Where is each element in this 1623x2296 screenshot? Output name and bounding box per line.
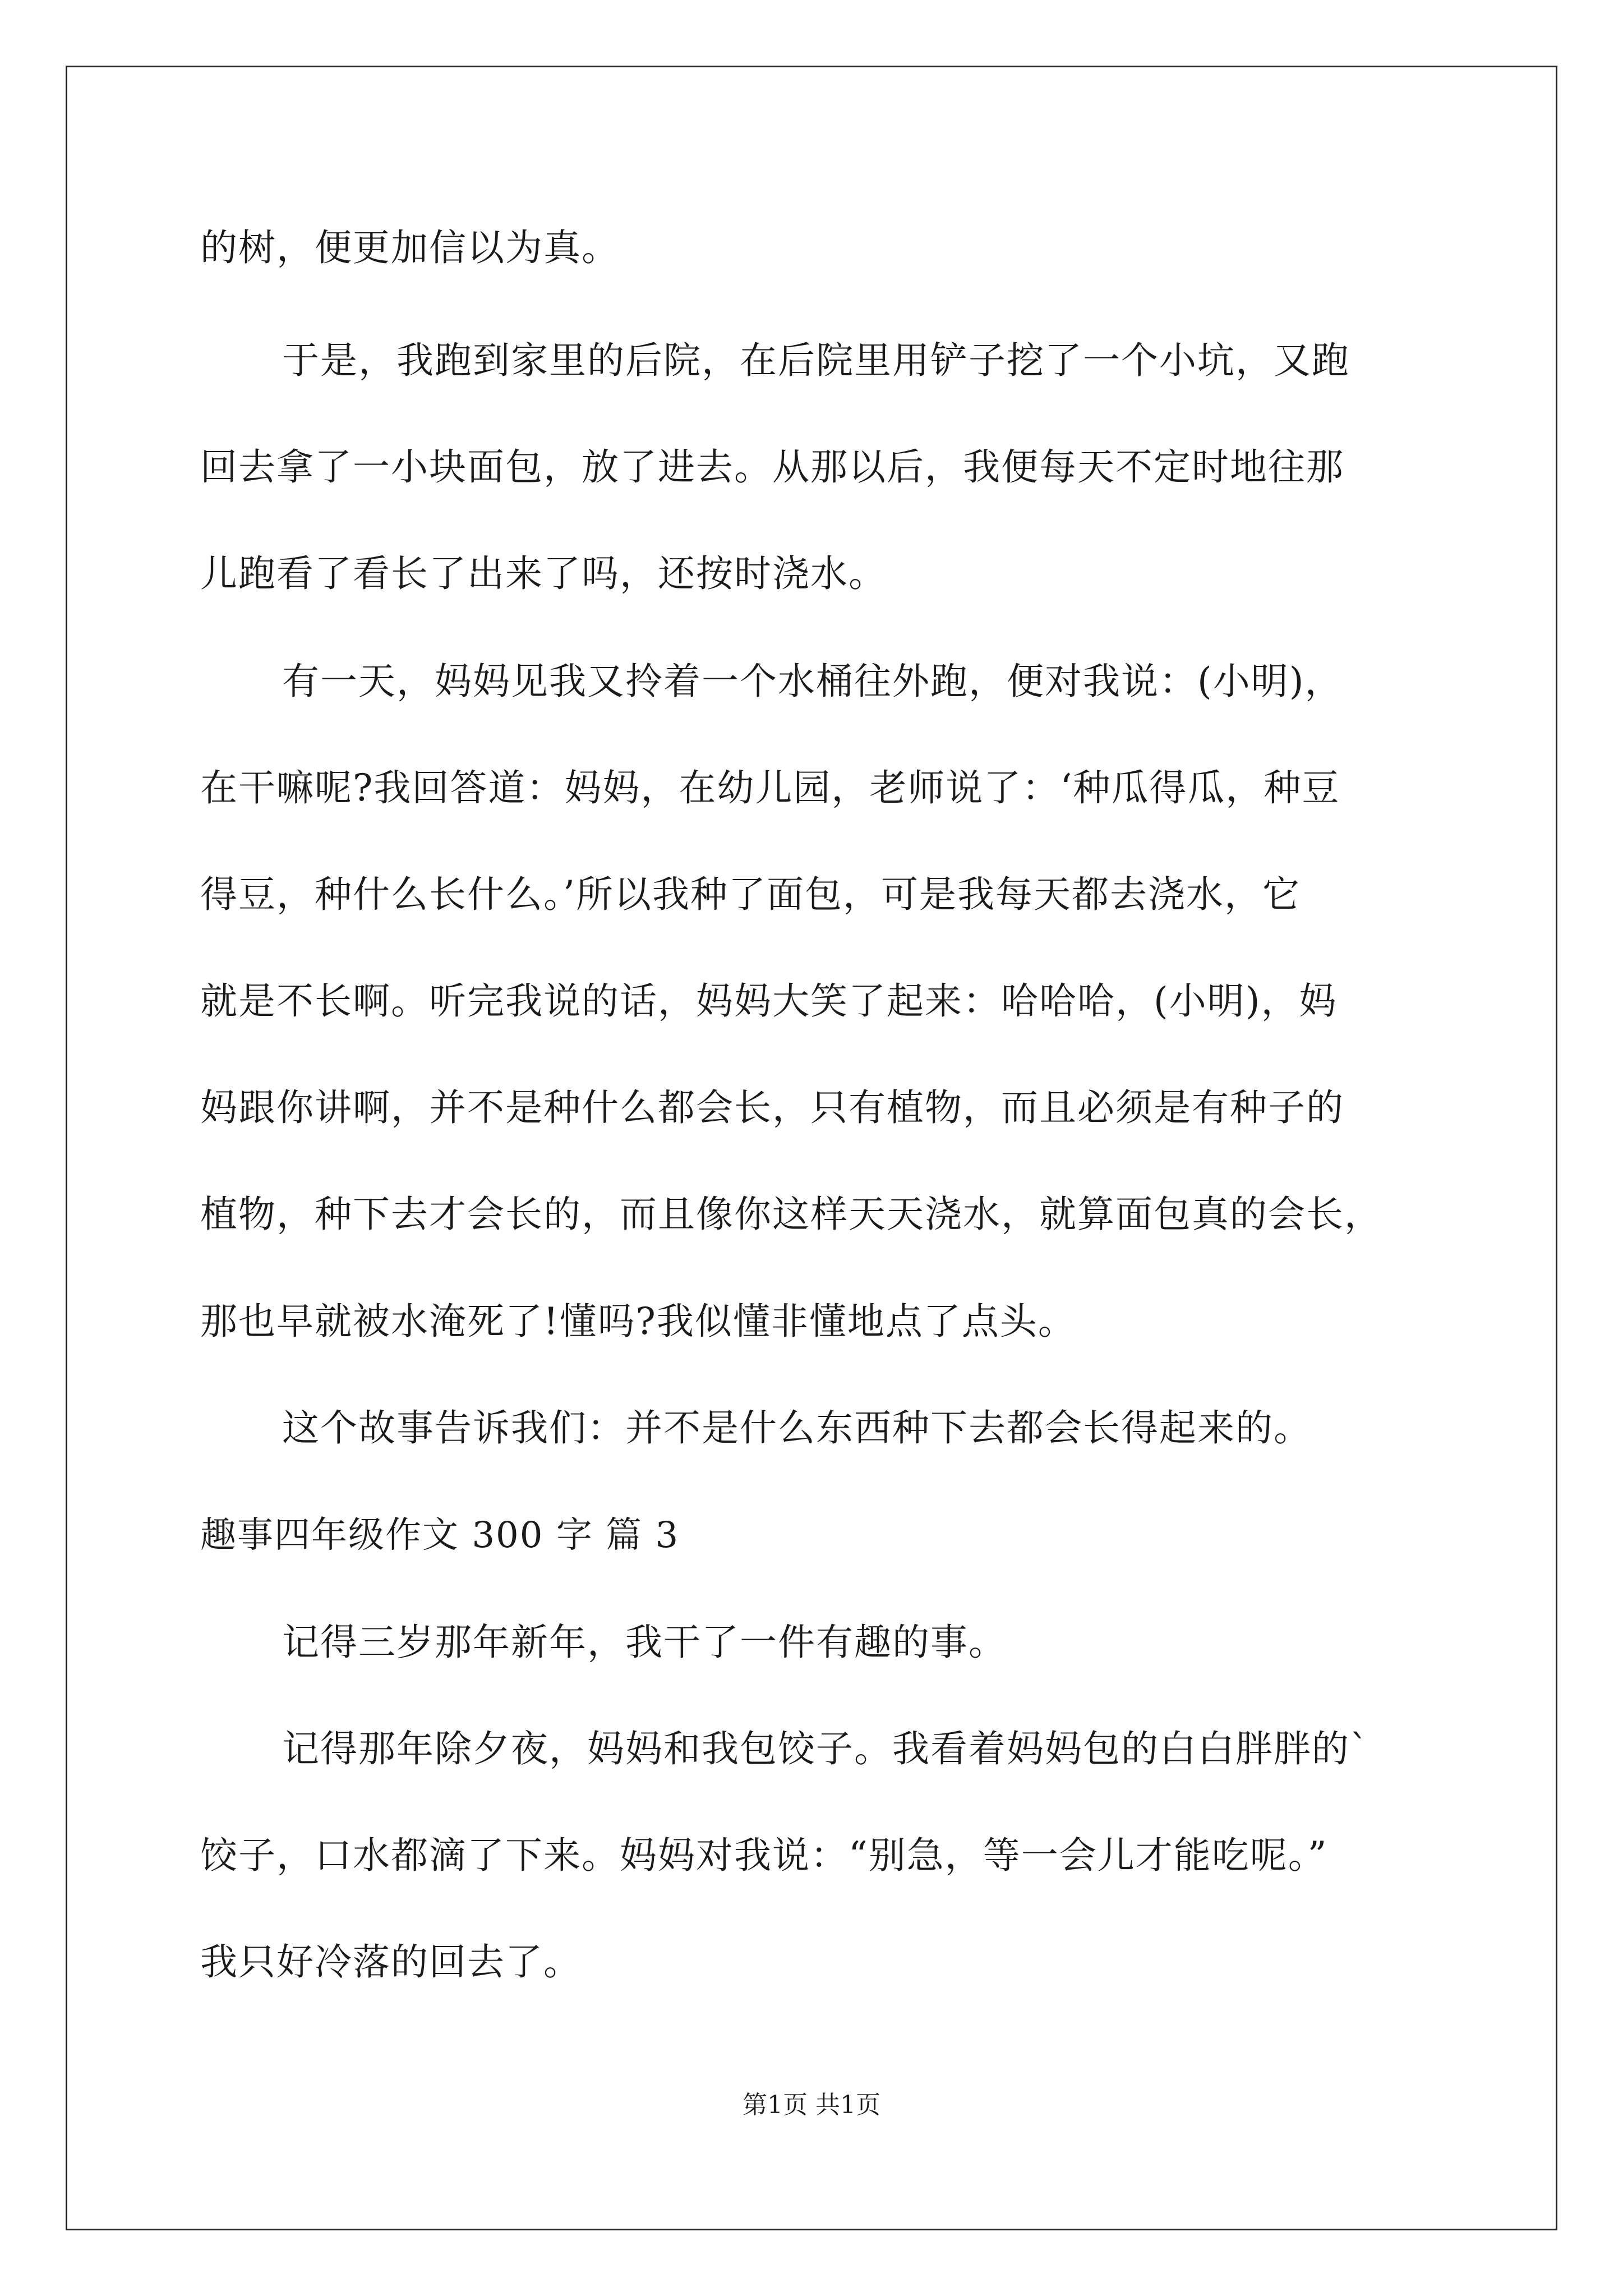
page-frame <box>66 66 1557 2230</box>
text-line: 植物，种下去才会长的，而且像你这样天天浇水，就算面包真的会长， <box>200 1193 1382 1236</box>
paragraph-start-line: 记得那年除夕夜，妈妈和我包饺子。我看着妈妈包的白白胖胖的` <box>282 1727 1370 1770</box>
page-footer: 第1页 共1页 <box>743 2091 880 2119</box>
section-heading: 趣事四年级作文 300 字 篇 3 <box>200 1515 680 1556</box>
paragraph-start-line: 于是，我跑到家里的后院，在后院里用铲子挖了一个小坑，又跑 <box>282 339 1350 382</box>
text-line: 回去拿了一小块面包，放了进去。从那以后，我便每天不定时地往那 <box>200 445 1344 489</box>
text-line: 妈跟你讲啊，并不是种什么都会长，只有植物，而且必须是有种子的 <box>200 1086 1344 1129</box>
paragraph-start-line: 这个故事告诉我们：并不是什么东西种下去都会长得起来的。 <box>282 1406 1312 1450</box>
text-line: 得豆，种什么长什么。’所以我种了面包，可是我每天都去浇水，它 <box>200 873 1301 916</box>
text-line: 的树，便更加信以为真。 <box>200 226 620 269</box>
text-line: 饺子，口水都滴了下来。妈妈对我说：“别急，等一会儿才能吃呢。” <box>200 1834 1328 1877</box>
text-line: 儿跑看了看长了出来了吗，还按时浇水。 <box>200 552 887 595</box>
paragraph-start-line: 记得三岁那年新年，我干了一件有趣的事。 <box>282 1621 1007 1664</box>
text-line: 就是不长啊。听完我说的话，妈妈大笑了起来：哈哈哈，(小明)，妈 <box>200 979 1338 1023</box>
text-line: 那也早就被水淹死了!懂吗?我似懂非懂地点了点头。 <box>200 1300 1076 1343</box>
paragraph-start-line: 有一天，妈妈见我又拎着一个水桶往外跑，便对我说：(小明)， <box>282 660 1343 703</box>
text-line: 我只好冷落的回去了。 <box>200 1940 582 1984</box>
text-line: 在干嘛呢?我回答道：妈妈，在幼儿园，老师说了：‘种瓜得瓜，种豆 <box>200 766 1340 809</box>
